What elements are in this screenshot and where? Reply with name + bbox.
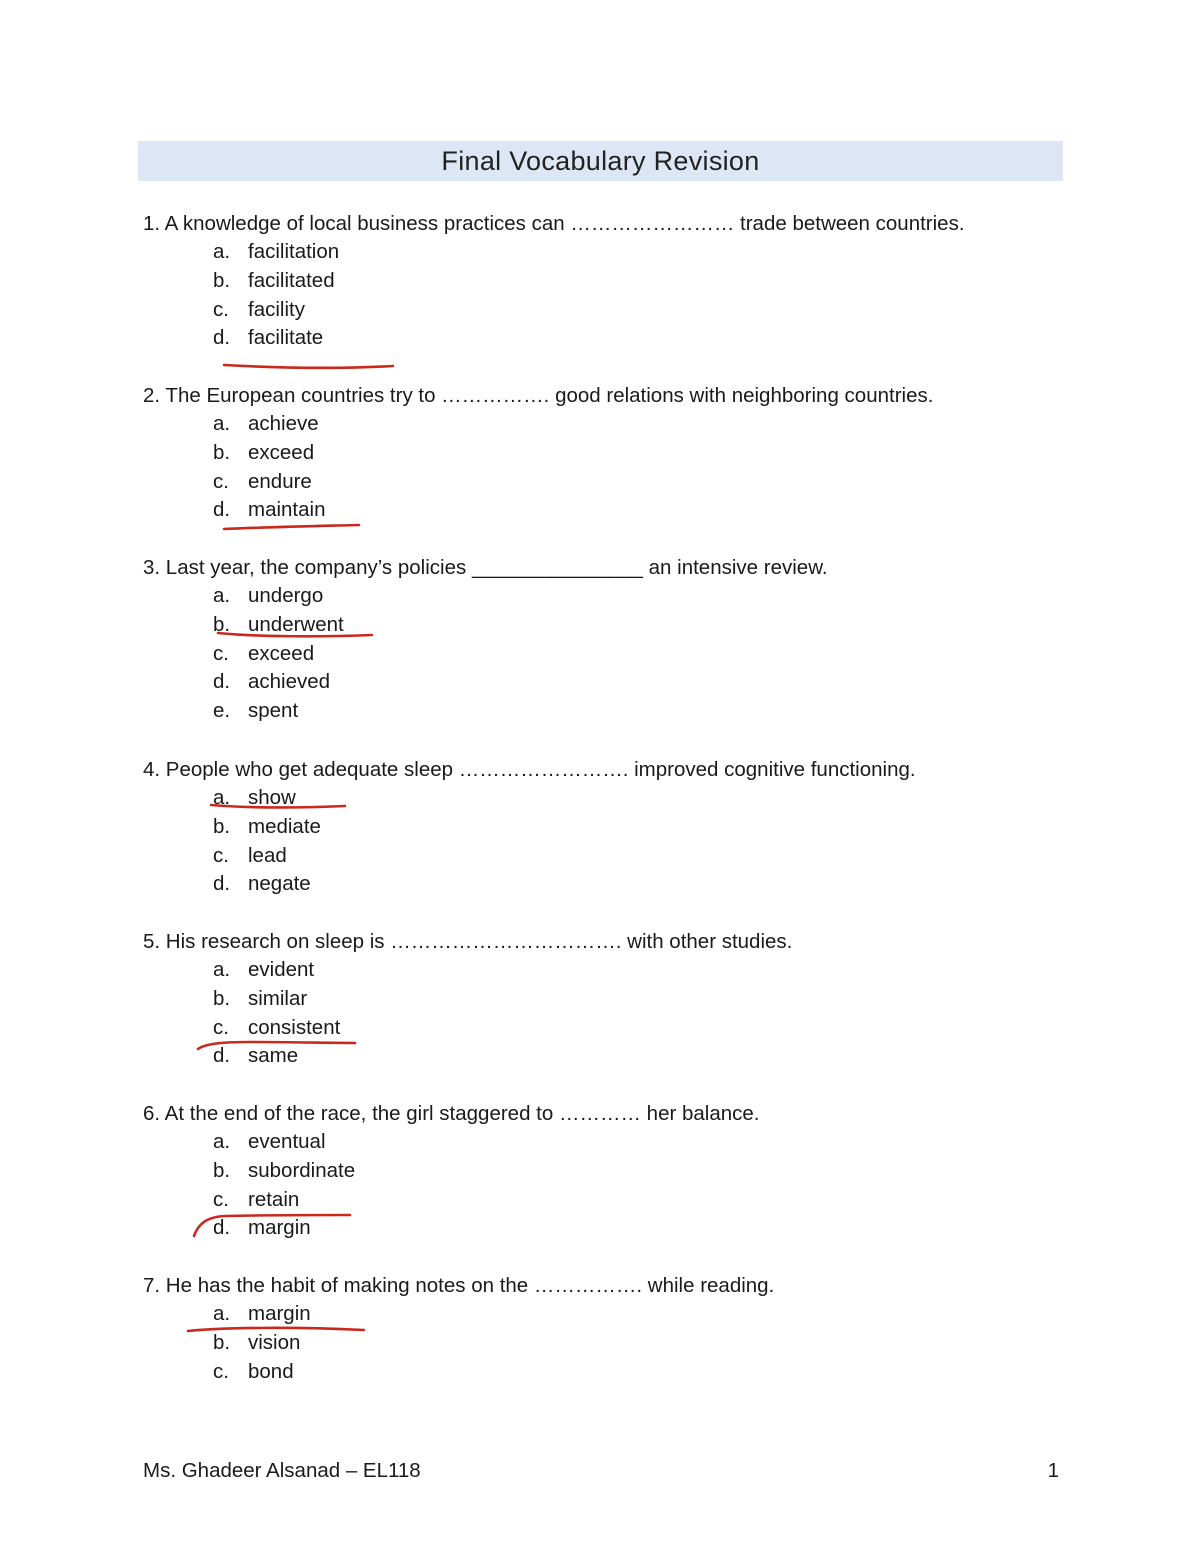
option-text: mediate — [248, 814, 321, 838]
option-letter: b. — [213, 612, 231, 636]
option-d[interactable] — [143, 668, 1083, 697]
option-b[interactable] — [143, 813, 1083, 842]
question-stem: 1. A knowledge of local business practices can …………………… trade between countries. — [143, 212, 965, 235]
option-b[interactable] — [143, 985, 1083, 1014]
question-stem: 4. People who get adequate sleep ……………………. improved cognitive functioning. — [143, 758, 916, 781]
option-letter: a. — [213, 1302, 231, 1325]
option-c[interactable] — [143, 468, 1083, 497]
option-a[interactable] — [143, 1128, 1083, 1157]
option-letter: a. — [213, 240, 231, 263]
option-list — [143, 582, 1083, 726]
option-text: lead — [248, 843, 287, 867]
question-7 — [143, 1272, 1083, 1386]
option-letter: d. — [213, 326, 231, 350]
option-text: show — [248, 786, 296, 809]
option-a[interactable] — [143, 1300, 1083, 1329]
option-letter: b. — [213, 268, 231, 292]
option-text: same — [248, 1044, 299, 1068]
option-list — [143, 238, 1083, 353]
option-a[interactable] — [143, 410, 1083, 439]
option-c[interactable] — [143, 640, 1083, 669]
option-text: margin — [248, 1302, 311, 1325]
option-text: subordinate — [248, 1158, 356, 1182]
option-c[interactable] — [143, 1358, 1083, 1387]
question-stem: 7. He has the habit of making notes on the ……………. while reading. — [143, 1274, 775, 1297]
option-text: negate — [248, 872, 311, 896]
option-letter: c. — [213, 641, 229, 665]
option-letter: c. — [213, 1015, 229, 1039]
option-b[interactable] — [143, 267, 1083, 296]
question-5 — [143, 928, 1083, 1071]
option-letter: b. — [213, 814, 231, 838]
option-b[interactable] — [143, 439, 1083, 468]
question-stem: 2. The European countries try to ……………. good relations with neighboring countries. — [143, 384, 934, 407]
option-text: facilitation — [248, 240, 340, 263]
question-6 — [143, 1100, 1083, 1243]
option-letter: a. — [213, 412, 231, 435]
option-text: consistent — [248, 1015, 341, 1039]
option-list — [143, 1300, 1083, 1386]
option-c[interactable] — [143, 296, 1083, 325]
option-letter: c. — [213, 843, 229, 867]
option-letter: d. — [213, 1216, 231, 1240]
option-letter: b. — [213, 1330, 231, 1354]
question-3 — [143, 554, 1083, 726]
option-letter: d. — [213, 670, 231, 694]
option-text: bond — [248, 1359, 294, 1383]
answer-underline-q1 — [224, 365, 393, 368]
option-letter: d. — [213, 872, 231, 896]
option-text: facilitate — [248, 326, 324, 350]
option-a[interactable] — [143, 956, 1083, 985]
option-text: vision — [248, 1330, 301, 1354]
option-letter: a. — [213, 958, 231, 981]
option-d[interactable] — [143, 324, 1083, 353]
option-list — [143, 410, 1083, 525]
option-list — [143, 956, 1083, 1071]
option-text: eventual — [248, 1130, 326, 1153]
option-text: retain — [248, 1187, 300, 1211]
title-banner — [138, 141, 1063, 181]
option-text: endure — [248, 469, 312, 493]
option-c[interactable] — [143, 842, 1083, 871]
option-letter: b. — [213, 440, 231, 464]
option-d[interactable] — [143, 870, 1083, 899]
option-text: spent — [248, 699, 299, 723]
option-letter: c. — [213, 469, 229, 493]
option-text: similar — [248, 986, 308, 1010]
option-letter: a. — [213, 1130, 231, 1153]
question-stem: 3. Last year, the company’s policies _______________ an intensive review. — [143, 556, 828, 579]
option-a[interactable] — [143, 582, 1083, 611]
question-4 — [143, 756, 1083, 899]
option-text: achieved — [248, 670, 331, 694]
option-letter: c. — [213, 1359, 229, 1383]
option-text: exceed — [248, 641, 315, 665]
option-text: undergo — [248, 584, 324, 607]
option-letter: d. — [213, 1044, 231, 1068]
option-e[interactable] — [143, 697, 1083, 726]
option-a[interactable] — [143, 238, 1083, 267]
option-letter: b. — [213, 986, 231, 1010]
option-text: margin — [248, 1216, 311, 1240]
option-list — [143, 784, 1083, 899]
option-d[interactable] — [143, 496, 1083, 525]
option-a[interactable] — [143, 784, 1083, 813]
option-c[interactable] — [143, 1186, 1083, 1215]
option-letter: a. — [213, 584, 231, 607]
option-list — [143, 1128, 1083, 1243]
option-c[interactable] — [143, 1014, 1083, 1043]
page-number: 1 — [1047, 1459, 1059, 1482]
question-stem: 5. His research on sleep is ……………………………. with other studies. — [143, 930, 793, 953]
answer-underline-q2 — [224, 525, 359, 529]
option-letter: a. — [213, 786, 231, 809]
option-letter: c. — [213, 297, 229, 321]
question-2 — [143, 382, 1083, 525]
option-letter: b. — [213, 1158, 231, 1182]
option-letter: e. — [213, 699, 231, 723]
page-title: Final Vocabulary Revision — [441, 145, 760, 176]
question-stem: 6. At the end of the race, the girl staggered to ………… her balance. — [143, 1102, 760, 1125]
option-letter: c. — [213, 1187, 229, 1211]
option-b[interactable] — [143, 611, 1083, 640]
option-d[interactable] — [143, 1042, 1083, 1071]
option-text: achieve — [248, 412, 319, 435]
option-text: evident — [248, 958, 315, 981]
option-text: underwent — [248, 612, 344, 636]
option-text: facility — [248, 297, 305, 321]
question-1 — [143, 210, 1083, 353]
option-d[interactable] — [143, 1214, 1083, 1243]
footer-author: Ms. Ghadeer Alsanad – EL118 — [143, 1459, 421, 1482]
option-letter: d. — [213, 498, 231, 522]
option-text: maintain — [248, 498, 326, 522]
option-b[interactable] — [143, 1329, 1083, 1358]
option-text: facilitated — [248, 268, 335, 292]
option-text: exceed — [248, 440, 315, 464]
option-b[interactable] — [143, 1157, 1083, 1186]
